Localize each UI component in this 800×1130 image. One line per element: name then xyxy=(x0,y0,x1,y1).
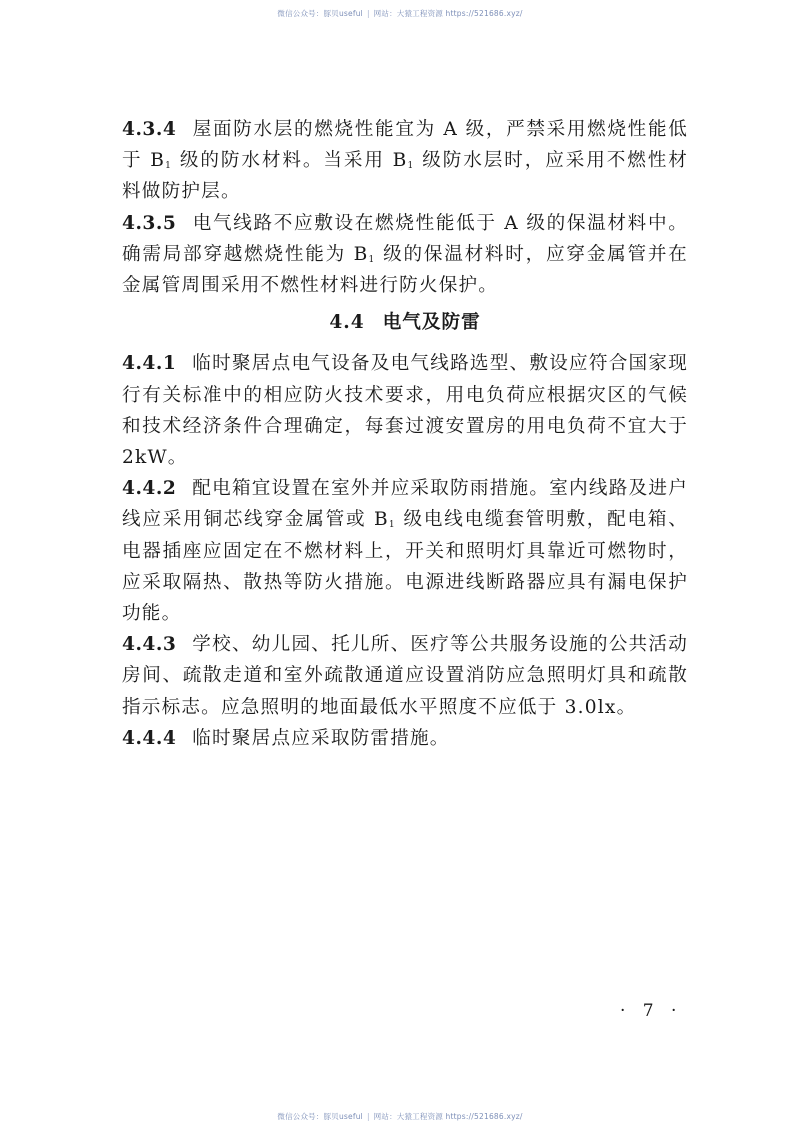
clause-number: 4.4.4 xyxy=(122,727,177,749)
page-number: · 7 · xyxy=(620,1001,683,1021)
clause-4-4-1: 4.4.1 临时聚居点电气设备及电气线路选型、敷设应符合国家现行有关标准中的相应防火技术要求，用电负荷应根据灾区的气候和技术经济条件合理确定，每套过渡安置房的用电负荷不宜大于 2kW。 xyxy=(122,353,688,469)
clause-number: 4.4.3 xyxy=(122,634,177,656)
clause-4-4-2: 4.4.2 配电箱宜设置在室外并应采取防雨措施。室内线路及进户线应采用铜芯线穿金属管或 $B_1$ 级电线电缆套管明敷，配电箱、电器插座应固定在不燃材料上，开关和照明灯具靠近可燃物时，应采取隔热、散热等防火措施。电源进线断路器应具有漏电保护功能。 xyxy=(122,478,688,625)
section-number: 4.4 xyxy=(329,312,365,334)
document-body xyxy=(122,114,688,754)
footer-watermark xyxy=(0,1111,800,1122)
watermark-separator: | xyxy=(366,9,370,18)
watermark-separator: | xyxy=(366,1112,370,1121)
clause-4-4-4: 4.4.4 临时聚居点应采取防雷措施。 xyxy=(122,727,450,749)
clause-number: 4.4.1 xyxy=(122,353,177,375)
clause-4-3-5: 4.3.5 电气线路不应敷设在燃烧性能低于 A 级的保温材料中。确需局部穿越燃烧性能为 $B_1$ 级的保温材料时，应穿金属管并在金属管周围采用不燃性材料进行防火保护。 xyxy=(122,212,688,297)
clause-number: 4.3.5 xyxy=(122,212,177,234)
section-heading xyxy=(122,307,688,338)
clause-number: 4.4.2 xyxy=(122,478,177,500)
clause-number: 4.3.4 xyxy=(122,119,177,140)
header-watermark xyxy=(0,8,800,19)
watermark-site: 网站：大猿工程资源 https://521686.xyz/ xyxy=(373,1112,523,1121)
section-title-text: 电气及防雷 xyxy=(382,312,481,334)
clause-4-4-3: 4.4.3 学校、幼儿园、托儿所、医疗等公共服务设施的公共活动房间、疏散走道和室外疏散通道应设置消防应急照明灯具和疏散指示标志。应急照明的地面最低水平照度不应低于 3.0lx。 xyxy=(122,634,688,718)
watermark-site: 网站：大猿工程资源 https://521686.xyz/ xyxy=(373,9,523,18)
watermark-wechat: 微信公众号：豚贝useful xyxy=(277,1112,363,1121)
watermark-wechat: 微信公众号：豚贝useful xyxy=(277,9,363,18)
clause-4-3-4: 4.3.4 屋面防水层的燃烧性能宜为 A 级，严禁采用燃烧性能低于 $B_1$ 级的防水材料。当采用 $B_1$ 级防水层时，应采用不燃性材料做防护层。 xyxy=(122,119,688,203)
